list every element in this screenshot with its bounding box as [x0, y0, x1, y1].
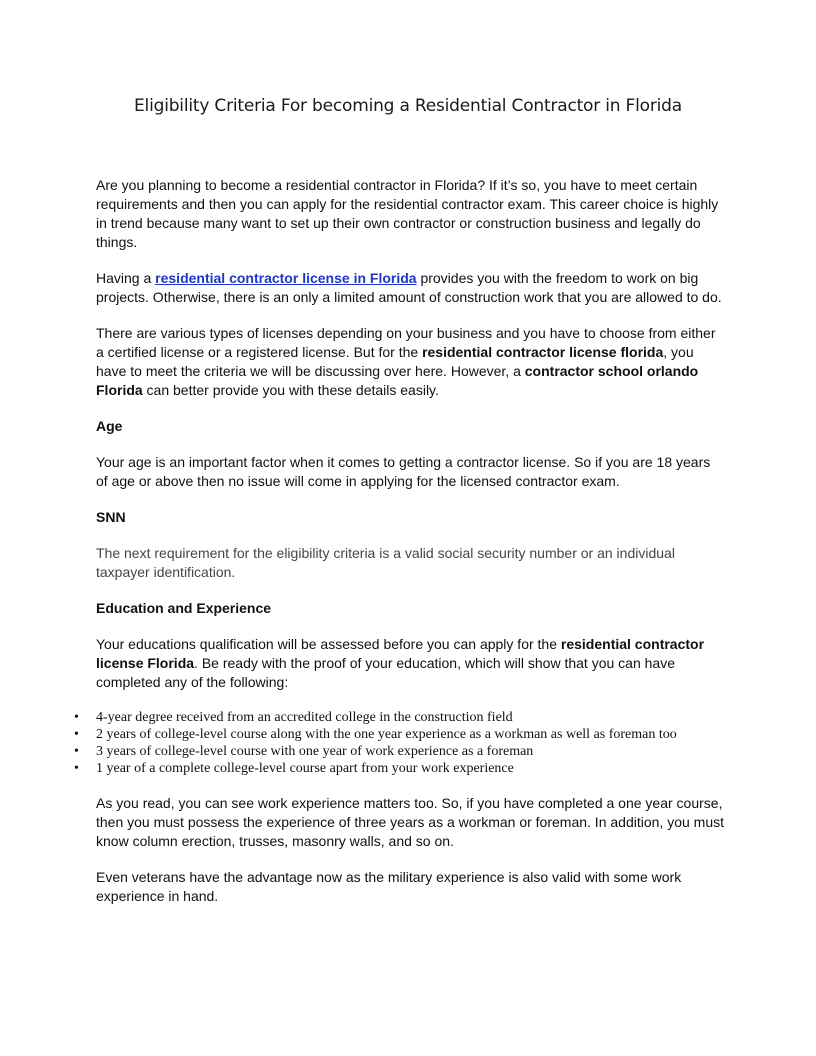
intro-p3-bold-2: contractor school orlando Florida: [96, 363, 699, 398]
veterans-paragraph: Even veterans have the advantage now as the military experience is also valid with some work experience in hand.: [96, 869, 682, 904]
bullet-icon: •: [74, 710, 79, 725]
list-item: [0, 743, 720, 760]
intro-paragraph-3: [96, 324, 724, 400]
list-item: [0, 709, 720, 726]
intro-p3-part-a: There are various types of licenses depending on your business and you have to choose from either a certified license or a registered license. But for the: [96, 325, 716, 360]
intro-p3-part-c: can better provide you with these details easily.: [142, 382, 439, 398]
education-bullet-list: [0, 709, 720, 777]
bullet-icon: •: [74, 744, 79, 759]
list-item-text: 4-year degree received from an accredited college in the construction field: [96, 710, 513, 725]
document-title: Eligibility Criteria For becoming a Residential Contractor in Florida: [134, 96, 682, 116]
education-paragraph: [96, 635, 724, 692]
education-p-bold: residential contractor license Florida: [96, 636, 705, 671]
education-p-part-a: Your educations qualification will be assessed before you can apply for the: [96, 636, 561, 652]
intro-p3-bold-1: residential contractor license florida: [422, 344, 664, 360]
age-paragraph: Your age is an important factor when it comes to getting a contractor license. So if you are 18 years of age or above then no issue will come in applying for the licensed contractor exam.: [96, 454, 711, 489]
intro-p3-part-b: , you have to meet the criteria we will be discussing over here. However, a: [96, 344, 694, 379]
snn-heading: SNN: [96, 509, 126, 525]
experience-paragraph: As you read, you can see work experience matters too. So, if you have completed a one year course, then you must possess the experience of three years as a workman or foreman. In addition, you must know column erection, trusses, masonry walls, and so on.: [96, 795, 724, 849]
list-item-text: 1 year of a complete college-level course apart from your work experience: [96, 761, 514, 776]
bullet-icon: •: [74, 761, 79, 776]
snn-paragraph: The next requirement for the eligibility criteria is a valid social security number or an individual taxpayer identification.: [96, 545, 675, 580]
list-item: [0, 760, 720, 777]
education-p-part-b: . Be ready with the proof of your education, which will show that you can have completed any of the following:: [96, 655, 675, 690]
intro-paragraph-1: Are you planning to become a residential contractor in Florida? If it’s so, you have to meet certain requirements and then you can apply for the residential contractor exam. This career choice is highly in trend because many want to set up their own contractor or construction business and legally do things.: [96, 177, 719, 250]
list-item-text: 3 years of college-level course with one year of work experience as a foreman: [96, 744, 534, 759]
bullet-icon: •: [74, 727, 79, 742]
document-body: [74, 176, 724, 923]
list-item: [0, 726, 720, 743]
intro-p2-lead: Having a: [96, 270, 156, 286]
license-link[interactable]: residential contractor license in Florida: [155, 270, 417, 286]
intro-paragraph-2: [96, 269, 724, 307]
intro-p2-tail: provides you with the freedom to work on big projects. Otherwise, there is an only a limited amount of construction work that you are allowed to do.: [96, 270, 722, 305]
education-heading: Education and Experience: [96, 600, 272, 616]
age-heading: Age: [96, 418, 123, 434]
list-item-text: 2 years of college-level course along with the one year experience as a workman as well as foreman too: [96, 727, 677, 742]
